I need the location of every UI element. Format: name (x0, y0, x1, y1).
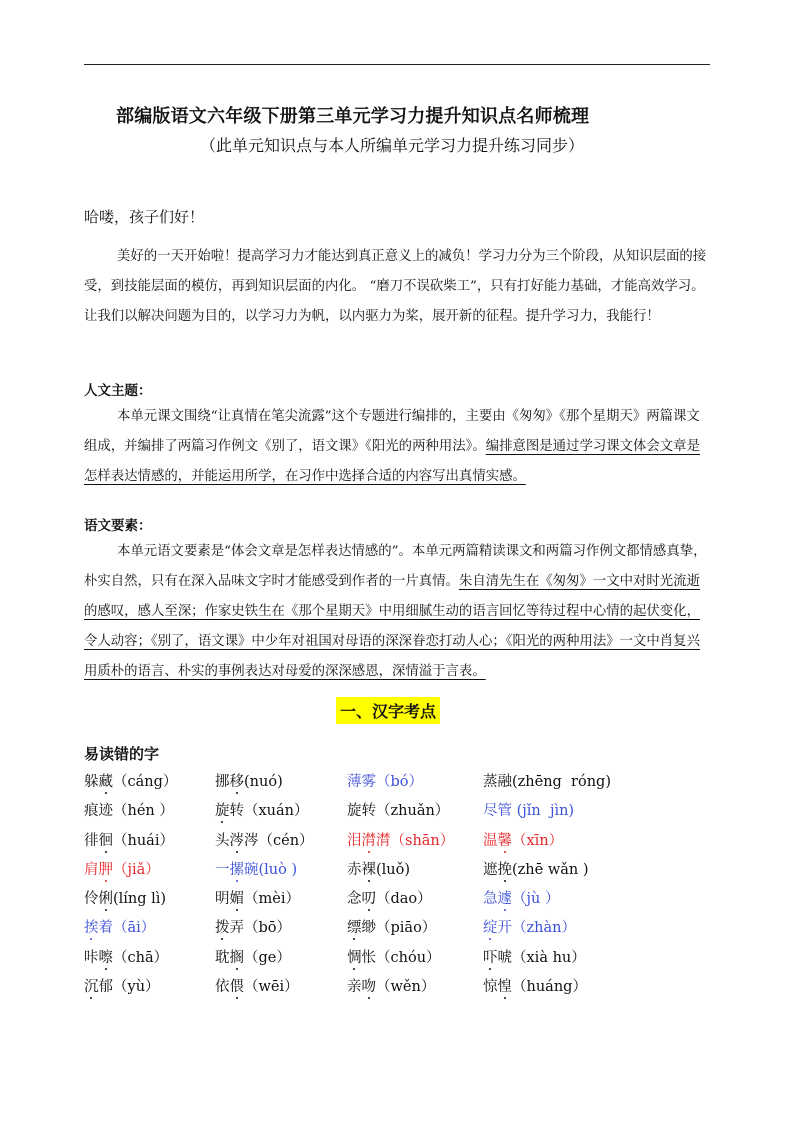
word-item (84, 858, 160, 879)
word-pinyin: 潸（shān） (376, 832, 455, 849)
word-text: 温 (483, 832, 498, 849)
document-subtitle: （此单元知识点与本人所编单元学习力提升练习同步） (200, 136, 585, 155)
easy-misread-heading: 易读错的字 (84, 745, 160, 763)
word-item (84, 829, 174, 850)
word-pinyin: 雾（bó） (361, 774, 424, 790)
word-pinyin: （huái） (113, 832, 174, 849)
dotted-char: 沉 (84, 979, 99, 996)
word-pinyin: (nuó) (244, 774, 283, 790)
word-text: 明 (215, 891, 230, 908)
word-pinyin: （wěn） (376, 979, 436, 996)
dotted-char: 惶 (497, 979, 512, 996)
word-pinyin: 迹（hén ） (98, 803, 174, 820)
word-text: 念 (347, 891, 362, 908)
dotted-char: 缥 (347, 920, 362, 937)
word-text: 一 (215, 861, 230, 878)
header-rule (84, 64, 710, 65)
dotted-char: 拨 (215, 920, 230, 937)
word-item (84, 770, 177, 791)
word-pinyin: 着（āi） (98, 920, 156, 937)
word-item (84, 887, 166, 908)
word-pinyin: 唬（xià hu） (497, 949, 586, 966)
dotted-char: 遽 (497, 891, 512, 908)
word-item (84, 946, 168, 967)
word-item (347, 887, 432, 908)
word-item (215, 916, 291, 937)
renwen-paragraph (84, 402, 712, 492)
word-pinyin: （jù ） (512, 891, 560, 908)
word-pinyin: (zhē wǎn ) (512, 861, 589, 878)
word-pinyin: 碗(luò ) (244, 861, 298, 878)
word-item (483, 799, 574, 820)
word-text: 肩 (84, 861, 99, 878)
word-pinyin: 转（xuán） (229, 803, 309, 820)
dotted-char: 藏 (98, 774, 113, 790)
dotted-char: 徊 (98, 832, 113, 849)
word-item (84, 799, 174, 820)
word-item (483, 887, 559, 908)
yuwen-heading: 语文要素： (84, 518, 152, 534)
word-item (347, 770, 423, 791)
word-pinyin: （chā） (113, 949, 169, 966)
word-item (483, 770, 611, 791)
word-item (483, 829, 563, 850)
dotted-char: 胛 (98, 861, 113, 878)
word-item (84, 916, 155, 937)
word-item (215, 770, 283, 791)
word-item (483, 975, 587, 996)
word-pinyin: （cáng） (113, 774, 178, 790)
word-pinyin: 融(zhēng róng) (497, 774, 611, 790)
word-item (347, 858, 410, 879)
word-text: 遮 (483, 861, 498, 878)
word-item (215, 887, 300, 908)
word-pinyin: 缈（piāo） (361, 920, 437, 937)
dotted-char: 叨 (361, 891, 376, 908)
word-pinyin: （ge） (244, 949, 291, 966)
word-pinyin: (luǒ) (376, 861, 411, 878)
word-text: 躲 (84, 774, 99, 790)
word-pinyin: （dao） (376, 891, 432, 908)
yuwen-underlined-text: 朱自清先生在《匆匆》一文中对时光流逝的感叹，感人至深；作家史铁生在《那个星期天》中用细腻生动的语言回忆等待过程中心情的起伏变化，令人动容；《别了，语文课》中少年对祖国对母语的深深眷恋打动人心；《阳光的两种用法》一文中肖复兴用质朴的语言、朴实的事例表达对母爱的深深感恩，深情溢于言表。 (84, 574, 700, 679)
dotted-char: 潸 (361, 832, 376, 849)
section-title: 一、汉字考点 (336, 697, 440, 724)
dotted-char: 挨 (84, 920, 99, 937)
dotted-char: 涔 (229, 832, 244, 849)
word-item (483, 858, 589, 879)
word-item (84, 975, 160, 996)
dotted-char: 俐 (98, 891, 113, 908)
dotted-char: 摞 (229, 861, 244, 878)
word-item (215, 799, 309, 820)
dotted-char: 绽 (483, 920, 498, 937)
word-pinyin: 开（zhàn） (497, 920, 576, 937)
word-pinyin: （huáng） (512, 979, 587, 996)
dotted-char: 惆 (347, 949, 362, 966)
word-pinyin: 弄（bō） (229, 920, 292, 937)
dotted-char: 搁 (229, 949, 244, 966)
word-item (347, 946, 441, 967)
dotted-char: 挽 (497, 861, 512, 878)
word-text: 蒸 (483, 774, 498, 790)
dotted-char: 嚓 (98, 949, 113, 966)
greeting: 哈喽，孩子们好！ (84, 208, 205, 226)
word-text: 头 (215, 832, 230, 849)
word-pinyin: （mèi） (244, 891, 300, 908)
renwen-text: 本单元课文围绕“让真情在笔尖流露”这个专题进行编排的，主要由《匆匆》《那个星期天》两篇课文组成，并编排了两篇习作例文《别了，语文课》《阳光的两种用法》。 (84, 409, 700, 454)
word-item (347, 799, 449, 820)
dotted-char: 偎 (229, 979, 244, 996)
word-text: 薄 (347, 774, 362, 790)
renwen-underlined-text: 编排意图是通过学习课文体会文章是怎样表达情感的，并能运用所学，在习作中选择合适的内容写出真情实感。 (84, 439, 700, 484)
word-text: 亲 (347, 979, 362, 996)
dotted-char: 裸 (361, 861, 376, 878)
dotted-char: 媚 (229, 891, 244, 908)
intro-paragraph: 美好的一天开始啦！提高学习力才能达到真正意义上的减负！学习力分为三个阶段，从知识层面的接受，到技能层面的模仿，再到知识层面的内化。 “磨刀不误砍柴工”，只有打好能力基础，才能高效学习。让我们以解决问题为目的，以学习力为帆，以内驱力为桨，展开新的征程。提升学习力，我能行！ (84, 249, 707, 324)
word-item (347, 975, 435, 996)
dotted-char: 移 (229, 774, 244, 790)
word-pinyin: (líng lì) (113, 891, 167, 908)
word-item (347, 916, 436, 937)
word-pinyin: 涔（cén） (244, 832, 314, 849)
word-text: 急 (483, 891, 498, 908)
word-item (347, 829, 454, 850)
renwen-heading: 人文主题： (84, 383, 152, 399)
word-text: 挪 (215, 774, 230, 790)
word-text: 咔 (84, 949, 99, 966)
dotted-char: 旋 (215, 803, 230, 820)
word-text: 痕 (84, 803, 99, 820)
dotted-char: 馨 (497, 832, 512, 849)
word-text: 泪 (347, 832, 362, 849)
word-text: 惊 (483, 979, 498, 996)
word-text: 赤 (347, 861, 362, 878)
word-item (215, 858, 297, 879)
word-pinyin: 管 (jǐn jìn) (497, 803, 575, 820)
word-text: 依 (215, 979, 230, 996)
word-pinyin: 转（zhuǎn） (361, 803, 450, 820)
document-title: 部编版语文六年级下册第三单元学习力提升知识点名师梳理 (116, 106, 590, 127)
yuwen-text: 本单元语文要素是“体会文章是怎样表达情感的”。本单元两篇精读课文和两篇习作例文都情感真挚，朴实自然，只有在深入品味文字时才能感受到作者的一片真情。 (84, 544, 707, 589)
word-text: 伶 (84, 891, 99, 908)
word-pinyin: 怅（chóu） (361, 949, 441, 966)
yuwen-paragraph (84, 537, 712, 687)
word-pinyin: （xīn） (512, 832, 564, 849)
dotted-char: 吻 (361, 979, 376, 996)
word-pinyin: 郁（yù） (98, 979, 160, 996)
word-text: 尽 (483, 803, 498, 820)
word-item (483, 916, 576, 937)
word-item (215, 975, 299, 996)
word-text: 旋 (347, 803, 362, 820)
word-text: 徘 (84, 832, 99, 849)
dotted-char: 吓 (483, 949, 498, 966)
word-item (215, 829, 314, 850)
word-item (215, 946, 291, 967)
word-text: 耽 (215, 949, 230, 966)
word-pinyin: （wēi） (244, 979, 299, 996)
word-pinyin: （jiǎ） (113, 861, 160, 878)
word-item (483, 946, 586, 967)
